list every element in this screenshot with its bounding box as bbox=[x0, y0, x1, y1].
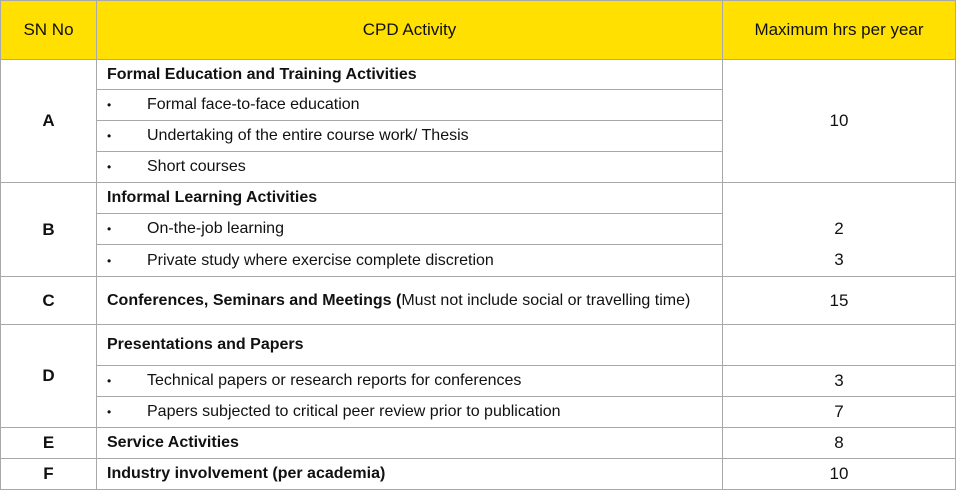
table-row bbox=[1, 245, 956, 277]
activity-heading: Informal Learning Activities bbox=[97, 183, 723, 214]
header-sn: SN No bbox=[1, 1, 97, 60]
list-item bbox=[97, 366, 723, 397]
list-item-label: Undertaking of the entire course work/ Thesis bbox=[147, 127, 469, 144]
bullet-icon: • bbox=[107, 98, 112, 112]
hours-cell: 10 bbox=[723, 459, 956, 490]
list-item-label: Short courses bbox=[147, 158, 246, 175]
bullet-icon: • bbox=[107, 129, 112, 143]
list-item bbox=[97, 397, 723, 428]
hours-cell: 3 bbox=[723, 366, 956, 397]
list-item bbox=[97, 152, 723, 183]
table-row bbox=[1, 277, 956, 325]
hours-cell bbox=[723, 183, 956, 214]
hours-cell: 3 bbox=[723, 245, 956, 277]
bullet-icon: • bbox=[107, 222, 112, 236]
hours-cell: 15 bbox=[723, 277, 956, 325]
activity-heading: Industry involvement (per academia) bbox=[97, 459, 723, 490]
list-item bbox=[97, 90, 723, 121]
bullet-icon: • bbox=[107, 374, 112, 388]
activity-heading bbox=[97, 277, 723, 325]
table-row bbox=[1, 366, 956, 397]
table-row bbox=[1, 459, 956, 490]
table-row bbox=[1, 428, 956, 459]
list-item bbox=[97, 121, 723, 152]
bullet-icon: • bbox=[107, 405, 112, 419]
header-row bbox=[1, 1, 956, 60]
sn-cell: E bbox=[1, 428, 97, 459]
hours-cell bbox=[723, 325, 956, 366]
list-item bbox=[97, 214, 723, 245]
list-item-label: Formal face-to-face education bbox=[147, 96, 360, 113]
activity-heading: Presentations and Papers bbox=[97, 325, 723, 366]
hours-cell: 8 bbox=[723, 428, 956, 459]
table-row bbox=[1, 183, 956, 214]
sn-cell: D bbox=[1, 325, 97, 428]
table-row bbox=[1, 397, 956, 428]
sn-cell: C bbox=[1, 277, 97, 325]
bullet-icon: • bbox=[107, 160, 112, 174]
table-row bbox=[1, 325, 956, 366]
bullet-icon: • bbox=[107, 253, 112, 268]
list-item-label: Private study where exercise complete discretion bbox=[147, 251, 494, 269]
activity-heading-note: Must not include social or travelling time) bbox=[401, 292, 691, 309]
hours-cell: 7 bbox=[723, 397, 956, 428]
list-item-label: Technical papers or research reports for conferences bbox=[147, 372, 522, 389]
sn-cell: A bbox=[1, 60, 97, 183]
table-row bbox=[1, 214, 956, 245]
sn-cell: B bbox=[1, 183, 97, 277]
list-item bbox=[97, 245, 723, 277]
table-row bbox=[1, 60, 956, 90]
list-item-label: Papers subjected to critical peer review prior to publication bbox=[147, 403, 561, 420]
header-activity: CPD Activity bbox=[97, 1, 723, 60]
hours-cell: 10 bbox=[723, 60, 956, 183]
list-item-label: On-the-job learning bbox=[147, 220, 284, 237]
activity-heading-bold: Conferences, Seminars and Meetings ( bbox=[107, 292, 402, 309]
sn-cell: F bbox=[1, 459, 97, 490]
activity-heading: Formal Education and Training Activities bbox=[97, 60, 723, 90]
header-hours: Maximum hrs per year bbox=[723, 1, 956, 60]
hours-cell: 2 bbox=[723, 214, 956, 245]
activity-heading: Service Activities bbox=[97, 428, 723, 459]
